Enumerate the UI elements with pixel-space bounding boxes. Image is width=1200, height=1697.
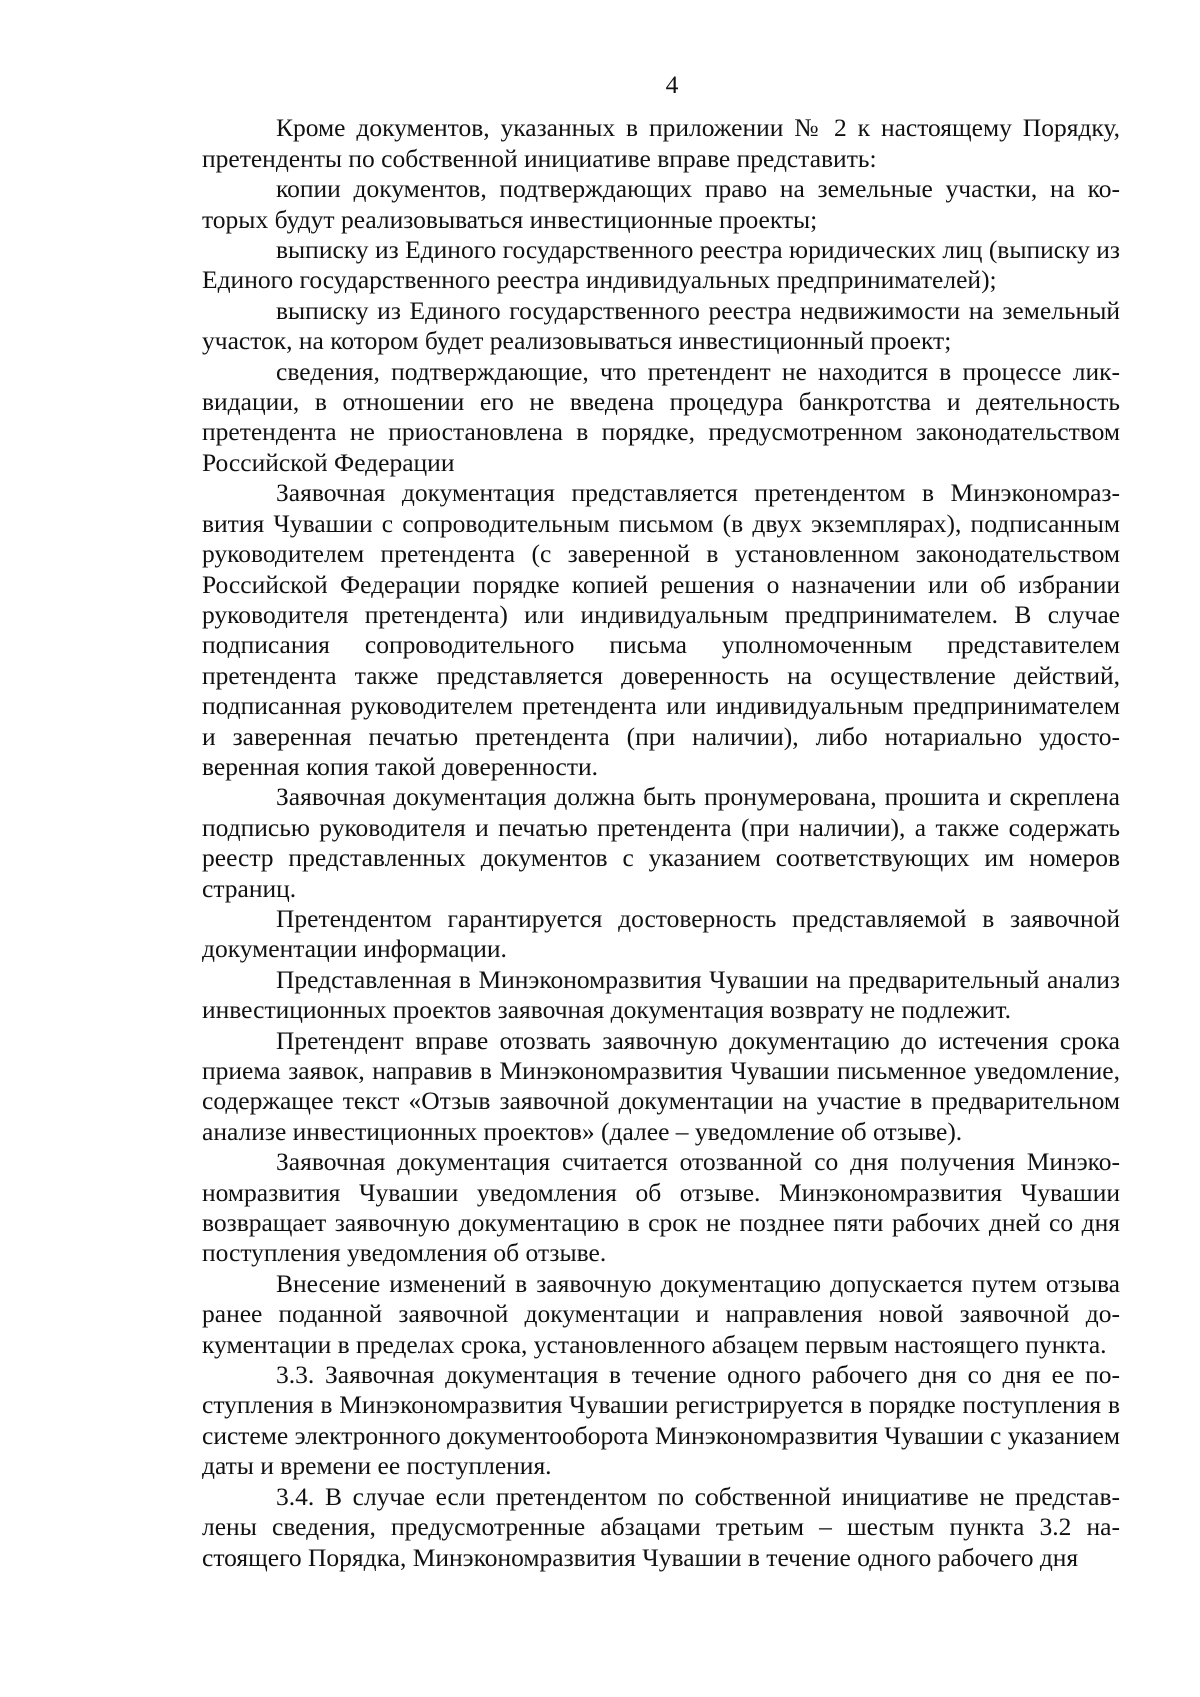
paragraph-changes: Внесение изменений в заявочную документацию допускается путем отзыва ранее поданной заявочной документации и направления новой заявочной документации в пределах срока, установленного абзацем первым настоящего пункта.	[202, 1268, 1120, 1359]
paragraph-liquidation-info: сведения, подтверждающие, что претендент не находится в процессе ликвидации, в отношении его не введена процедура банкротства и деятельность претендента не приостановлена в порядке, предусмотренном законодательством Российской Федерации	[202, 356, 1120, 477]
paragraph-real-estate-extract: выписку из Единого государственного реестра недвижимости на земельный участок, на котором будет реализовываться инвестиционный проект;	[202, 295, 1120, 356]
paragraph-numbering: Заявочная документация должна быть пронумерована, прошита и скреплена подписью руководителя и печатью претендента (при наличии), а также содержать реестр представленных документов с указанием соответствующих им номеров страниц.	[202, 782, 1120, 903]
page-number: 4	[665, 70, 679, 99]
paragraph-intro: Кроме документов, указанных в приложении № 2 к настоящему Порядку, претенденты по собственной инициативе вправе представить:	[202, 113, 1120, 173]
paragraph-withdrawal: Претендент вправе отозвать заявочную документацию до истечения срока приема заявок, направив в Минэкономразвития Чувашии письменное уведомление, содержащее текст «Отзыв заявочной документации на участие в предварительном анализе инвестиционных проектов» (далее – уведомление об отзыве).	[202, 1025, 1120, 1146]
paragraph-withdrawn: Заявочная документация считается отозванной со дня получения Минэкономразвития Чувашии уведомления об отзыве. Минэкономразвития Чувашии возвращает заявочную документацию в срок не позднее пяти рабочих дней со дня поступления уведомления об отзыве.	[202, 1147, 1120, 1268]
paragraph-reliability: Претендентом гарантируется достоверность представляемой в заявочной документации информации.	[202, 903, 1120, 964]
paragraph-no-return: Представленная в Минэкономразвития Чувашии на предварительный анализ инвестиционных проектов заявочная документация возврату не подлежит.	[202, 964, 1120, 1025]
paragraph-section-3-4: 3.4. В случае если претендентом по собственной инициативе не представлены сведения, предусмотренные абзацами третьим – шестым пункта 3.2 настоящего Порядка, Минэкономразвития Чувашии в течение одного рабочего дня	[202, 1481, 1120, 1572]
paragraph-land-documents: копии документов, подтверждающих право на земельные участки, на которых будут реализовываться инвестиционные проекты;	[202, 174, 1120, 234]
paragraph-submission: Заявочная документация представляется претендентом в Минэкономразвития Чувашии с сопроводительным письмом (в двух экземплярах), подписанным руководителем претендента (с заверенной в установленном законодательством Российской Федерации порядке копией решения о назначении или об избрании руководителя претендента) или индивидуальным предпринимателем. В случае подписания сопроводительного письма уполномоченным представителем претендента также представляется доверенность на осуществление действий, подписанная руководителем претендента или индивидуальным предпринимателем и заверенная печатью претендента (при наличии), либо нотариально удостоверенная копия такой доверенности.	[202, 478, 1120, 781]
paragraph-legal-entities-extract: выписку из Единого государственного реестра юридических лиц (выписку из Единого государственного реестра индивидуальных предпринимателей);	[202, 235, 1120, 295]
document-page	[202, 70, 1120, 1670]
paragraph-section-3-3: 3.3. Заявочная документация в течение одного рабочего дня со дня ее поступления в Минэкономразвития Чувашии регистрируется в порядке поступления в системе электронного документооборота Минэкономразвития Чувашии с указанием даты и времени ее поступления.	[202, 1360, 1120, 1481]
